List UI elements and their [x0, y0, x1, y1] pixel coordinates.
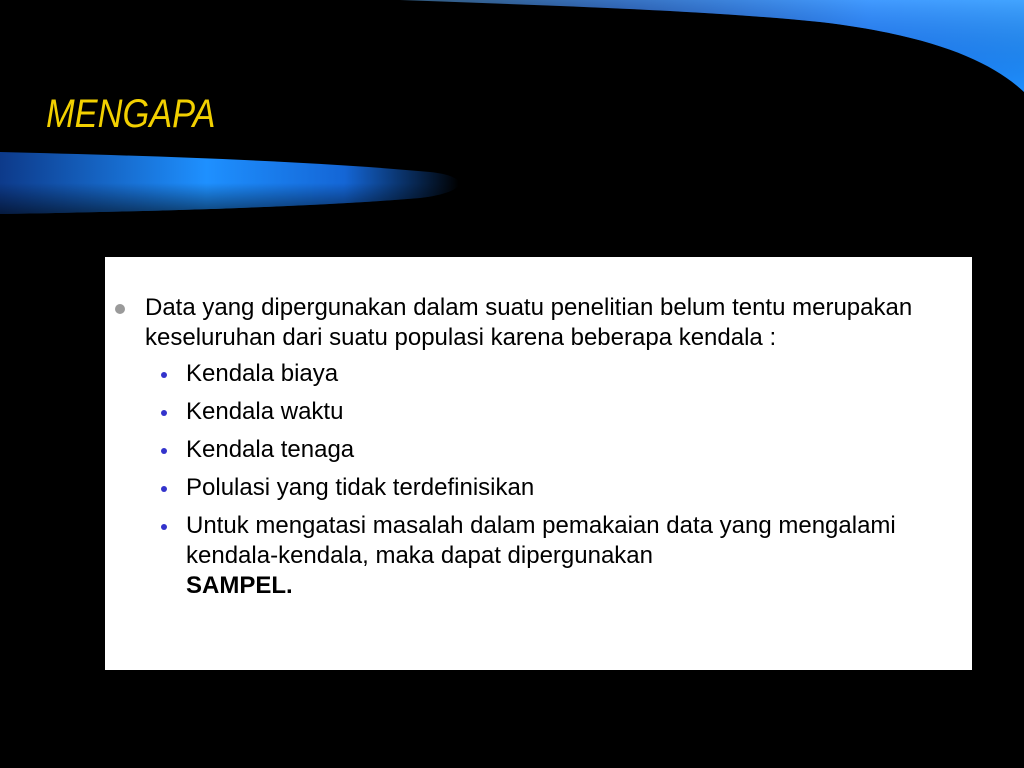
sub-bullet-icon	[161, 524, 167, 530]
sub-bullet-list	[145, 359, 942, 601]
sub-bullet-text: Kendala biaya	[186, 360, 339, 387]
bullet-icon	[115, 304, 125, 314]
list-item	[186, 473, 942, 503]
sub-bullet-text: Untuk mengatasi masalah dalam pemakaian data yang mengalami kendala-kendala, maka dapat dipergunakan	[186, 512, 896, 569]
main-bullet-text: Data yang dipergunakan dalam suatu penelitian belum tentu merupakan keseluruhan dari suatu populasi karena beberapa kendala :	[145, 294, 913, 351]
sub-bullet-text: Kendala waktu	[186, 398, 344, 425]
sub-bullet-icon	[161, 448, 167, 454]
sampel-emphasis: SAMPEL.	[186, 572, 293, 599]
sub-bullet-text: Polulasi yang tidak terdefinisikan	[186, 474, 535, 501]
bullet-list	[145, 293, 942, 601]
content-box	[105, 257, 972, 670]
list-item	[186, 397, 942, 427]
sub-bullet-icon	[161, 486, 167, 492]
slide-title: MENGAPA	[46, 92, 216, 136]
sub-bullet-icon	[161, 372, 167, 378]
main-bullet-item	[145, 293, 942, 601]
sub-bullet-text: Kendala tenaga	[186, 436, 355, 463]
sub-bullet-icon	[161, 410, 167, 416]
list-item	[186, 511, 942, 601]
list-item	[186, 435, 942, 465]
list-item	[186, 359, 942, 389]
